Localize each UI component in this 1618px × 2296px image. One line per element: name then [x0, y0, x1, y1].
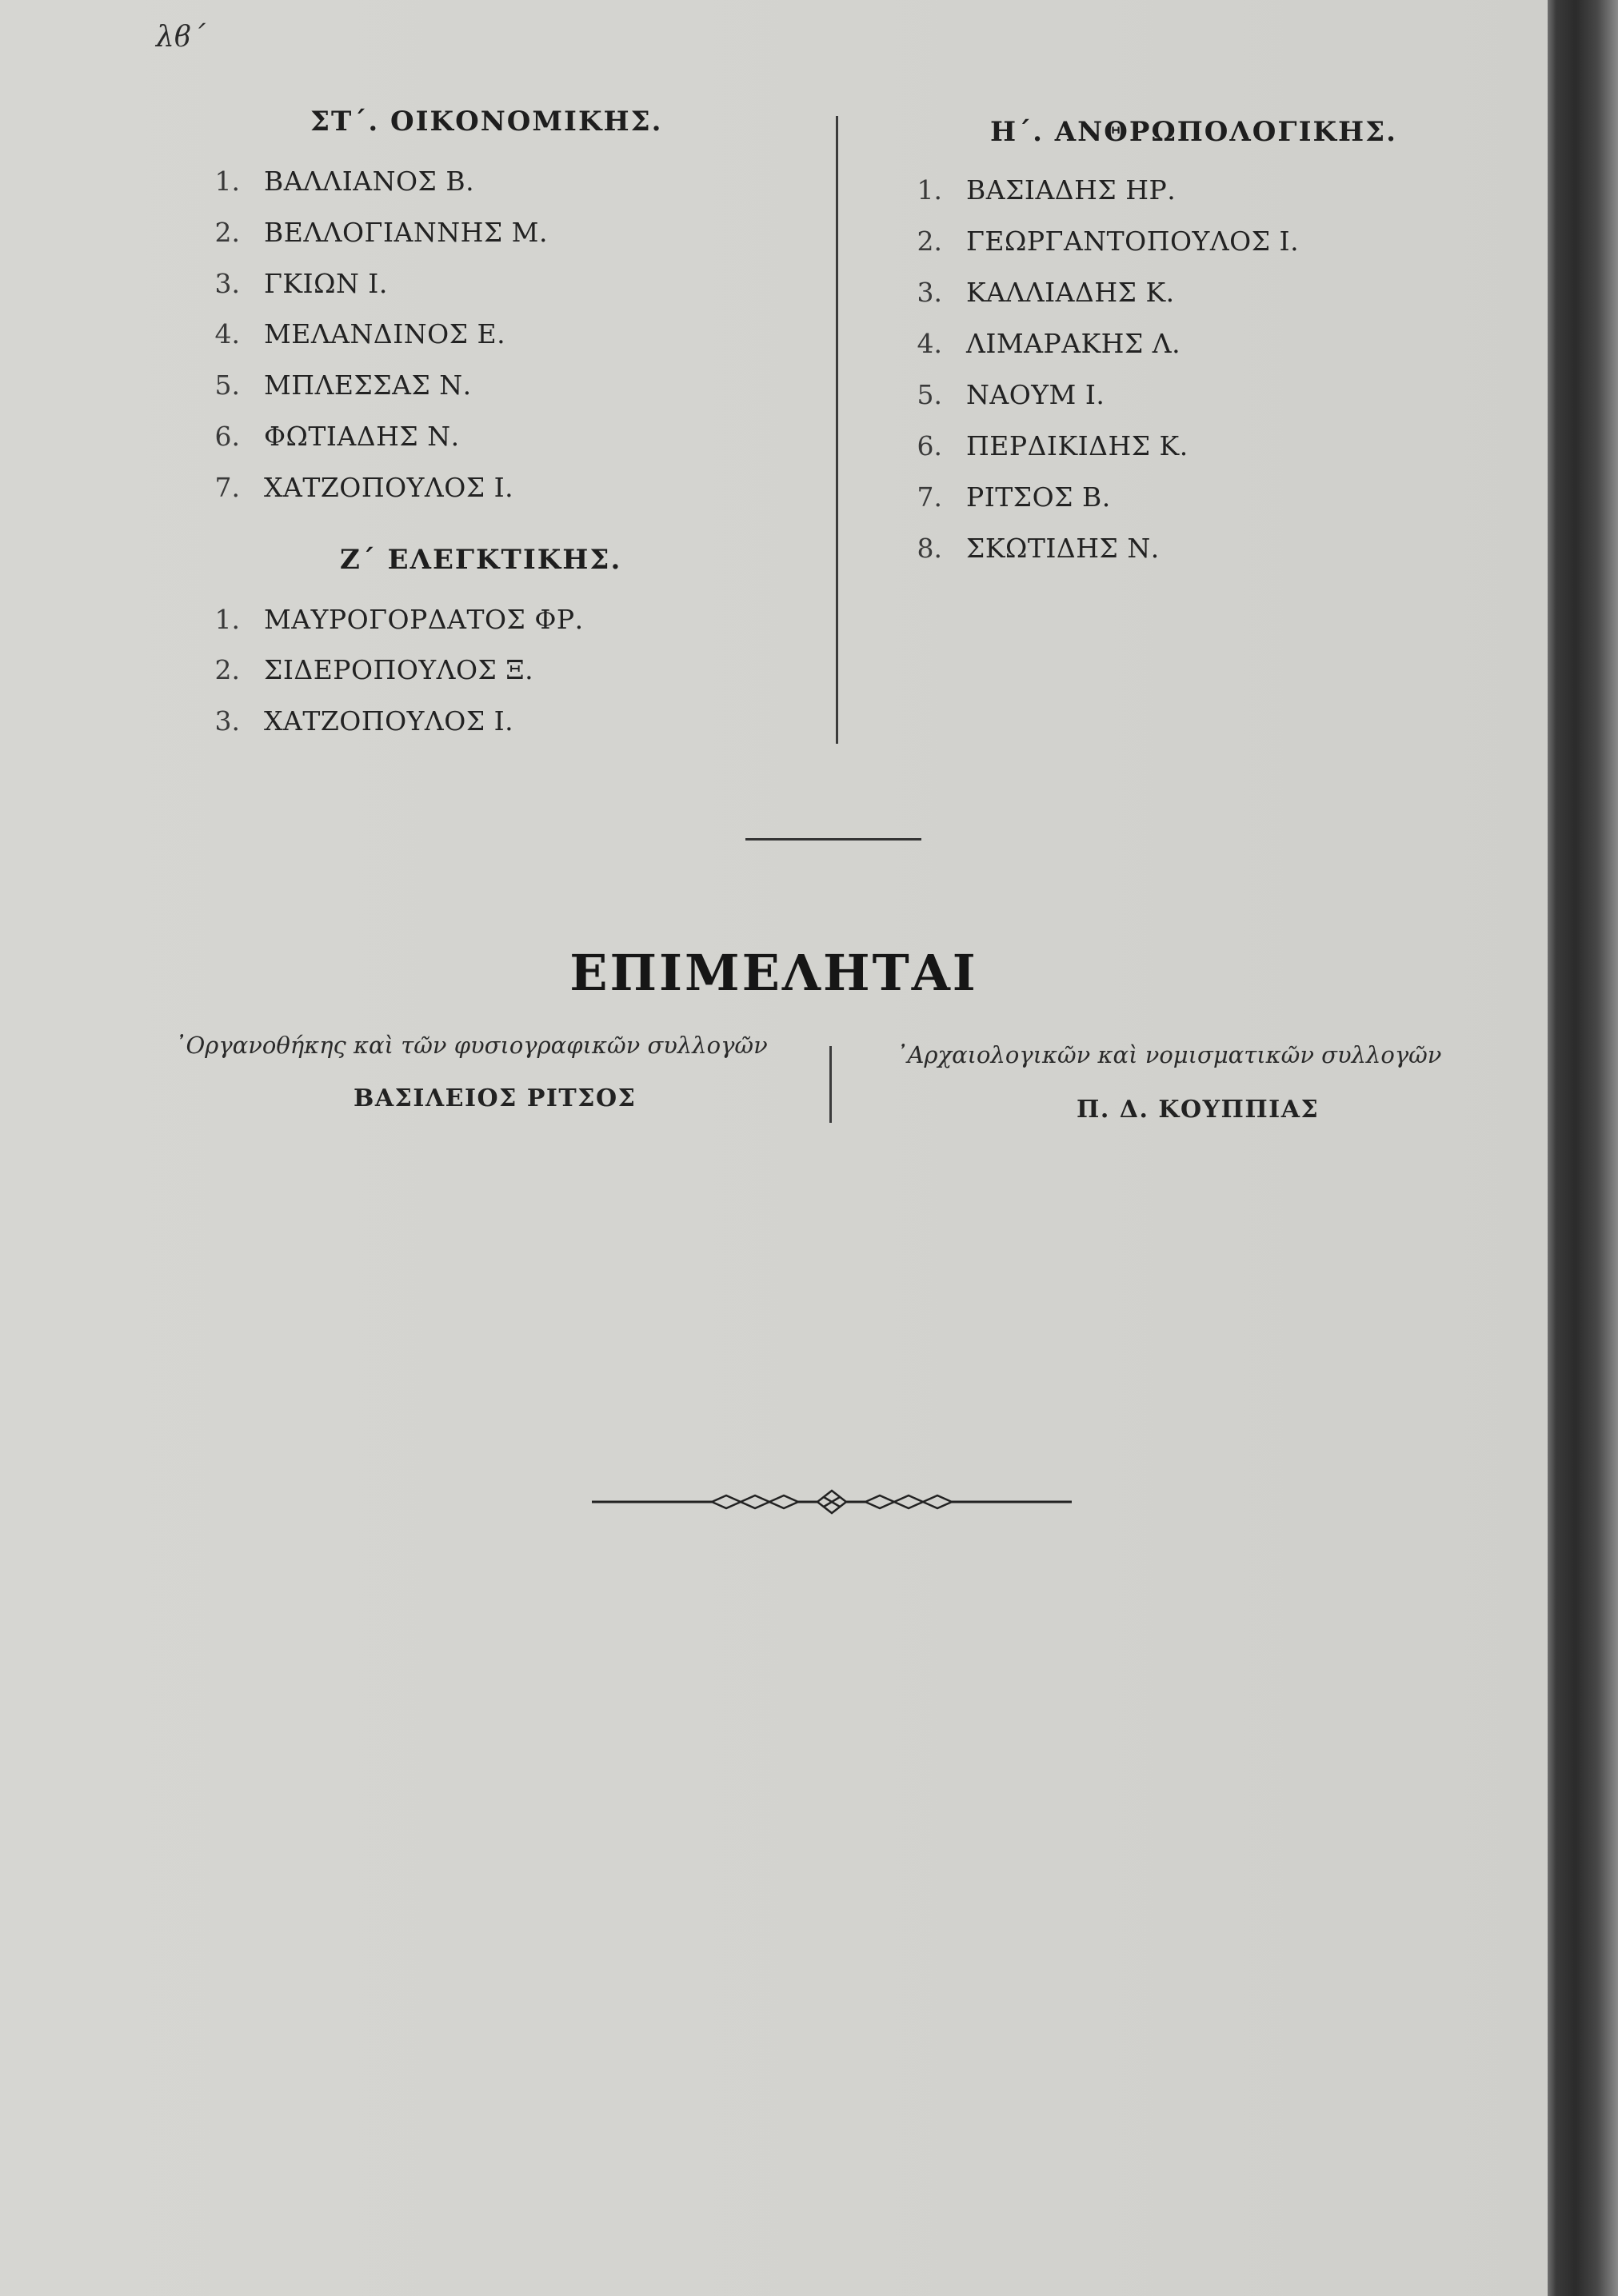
- list-item: 3. ΚΑΛΛΙΑΔΗΣ Κ.: [917, 277, 1175, 308]
- section-heading-audit: Ζ΄ ΕΛΕΓΚΤΙΚΗΣ.: [340, 544, 622, 576]
- book-spine-shadow: [1548, 0, 1618, 2296]
- ornament-divider: [592, 1486, 1072, 1518]
- list-item: 4. ΜΕΛΑΝΔΙΝΟΣ Ε.: [214, 318, 506, 349]
- section-heading-anthropology: Η΄. ΑΝΘΡΩΠΟΛΟΓΙΚΗΣ.: [990, 116, 1398, 148]
- column-divider: [836, 116, 838, 744]
- curator-role-left: ᾿Οργανοθήκης καὶ τῶν φυσιογραφικῶν συλλογῶν: [174, 1032, 768, 1059]
- list-item: 5. ΜΠΛΕΣΣΑΣ Ν.: [214, 369, 472, 401]
- list-item: 3. ΧΑΤΖΟΠΟΥΛΟΣ Ι.: [214, 705, 514, 737]
- curators-divider: [829, 1046, 832, 1123]
- list-item: 5. ΝΑΟΥΜ Ι.: [917, 379, 1105, 410]
- list-item: 6. ΦΩΤΙΑΔΗΣ Ν.: [214, 421, 460, 452]
- list-item: 8. ΣΚΩΤΙΔΗΣ Ν.: [917, 533, 1160, 564]
- list-item: 2. ΒΕΛΛΟΓΙΑΝΝΗΣ Μ.: [214, 217, 548, 248]
- curator-name-right: Π. Δ. ΚΟΥΠΠΙΑΣ: [1077, 1096, 1320, 1124]
- list-item: 7. ΧΑΤΖΟΠΟΥΛΟΣ Ι.: [214, 472, 514, 503]
- list-item: 6. ΠΕΡΔΙΚΙΔΗΣ Κ.: [917, 430, 1189, 461]
- curator-name-left: ΒΑΣΙΛΕΙΟΣ ΡΙΤΣΟΣ: [354, 1084, 637, 1112]
- section-rule: [745, 838, 921, 841]
- list-item: 2. ΓΕΩΡΓΑΝΤΟΠΟΥΛΟΣ Ι.: [917, 226, 1300, 257]
- list-item: 1. ΒΑΛΛΙΑΝΟΣ Β.: [214, 166, 475, 197]
- section-heading-economics: ΣΤ΄. ΟΙΚΟΝΟΜΙΚΗΣ.: [310, 106, 663, 138]
- curators-title: ΕΠΙΜΕΛΗΤΑΙ: [569, 944, 978, 1002]
- page-number: λϐ΄: [156, 21, 206, 54]
- list-item: 3. ΓΚΙΩΝ Ι.: [214, 268, 388, 299]
- list-item: 2. ΣΙΔΕΡΟΠΟΥΛΟΣ Ξ.: [214, 654, 534, 685]
- list-item: 7. ΡΙΤΣΟΣ Β.: [917, 481, 1111, 513]
- list-item: 1. ΒΑΣΙΑΔΗΣ ΗΡ.: [917, 174, 1177, 206]
- list-item: 4. ΛΙΜΑΡΑΚΗΣ Λ.: [917, 328, 1181, 359]
- curator-role-right: ᾿Αρχαιολογικῶν καὶ νομισματικῶν συλλογῶν: [896, 1041, 1442, 1068]
- list-item: 1. ΜΑΥΡΟΓΟΡΔΑΤΟΣ ΦΡ.: [214, 604, 584, 635]
